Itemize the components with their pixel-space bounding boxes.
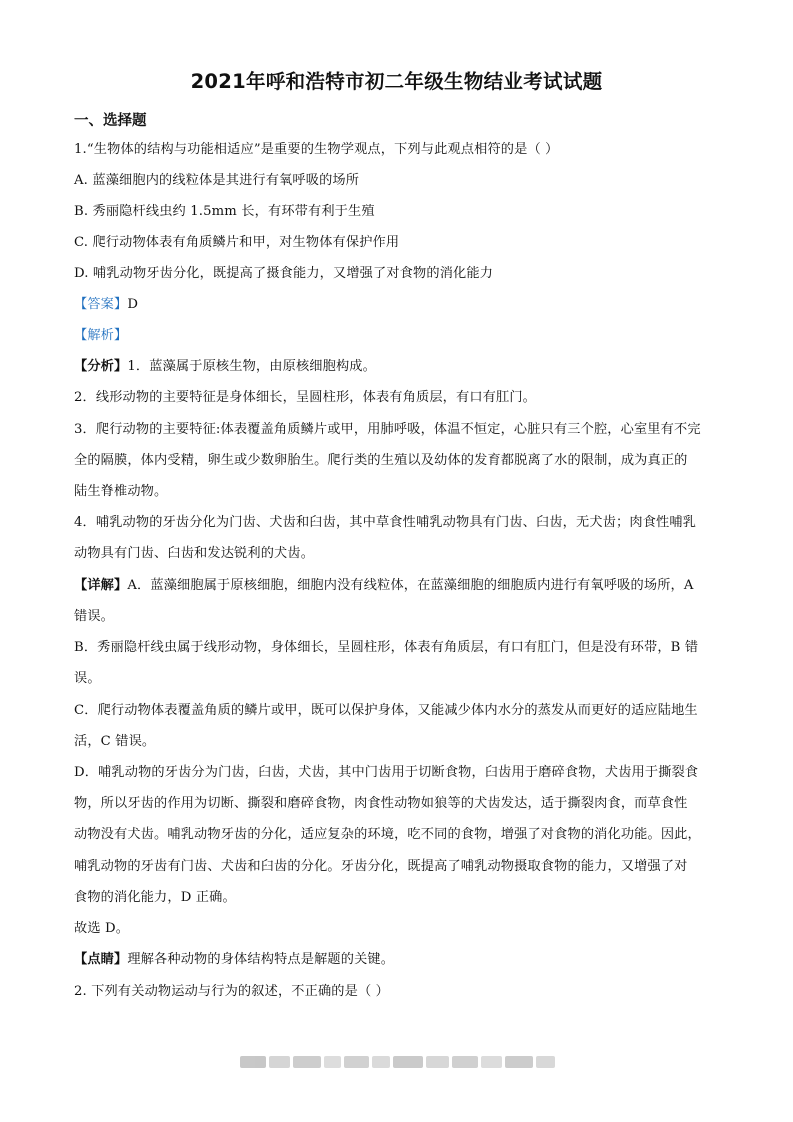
xiangjie-line-c1: C．爬行动物体表覆盖角质的鳞片或甲，既可以保护身体，又能减少体内水分的蒸发从而更好的适应陆地生	[74, 703, 698, 718]
xiangjie-line-d1: D．哺乳动物的牙齿分为门齿，臼齿，犬齿，其中门齿用于切断食物，臼齿用于磨碎食物，犬齿用于撕裂食	[74, 765, 699, 780]
fenxi-line-4a: 4．哺乳动物的牙齿分化为门齿、犬齿和臼齿，其中草食性哺乳动物具有门齿、臼齿，无犬齿；肉食性哺乳	[74, 515, 697, 530]
fenxi-tag: 【分析】	[74, 359, 128, 374]
question-1-stem: 1.“生物体的结构与功能相适应”是重要的生物学观点，下列与此观点相符的是（ ）	[74, 142, 559, 157]
section-heading: 一、选择题	[74, 113, 147, 129]
xiangjie-line-a1	[74, 576, 724, 596]
fenxi-line-3b: 全的隔膜，体内受精，卵生或少数卵胎生。爬行类的生殖以及幼体的发育都脱离了水的限制，成为真正的	[74, 453, 688, 468]
xiangjie-line-b2: 误。	[74, 671, 101, 686]
fenxi-line-3c: 陆生脊椎动物。	[74, 484, 168, 499]
analysis-tag: 【解析】	[74, 328, 128, 343]
xiangjie-tag: 【详解】	[74, 578, 128, 593]
xiangjie-line-b1: B．秀丽隐杆线虫属于线形动物，身体细长，呈圆柱形，体表有角质层，有口有肛门，但是没有环带，B 错	[74, 640, 699, 655]
fenxi-line-4b: 动物具有门齿、臼齿和发达锐利的犬齿。	[74, 546, 315, 561]
question-2-stem: 2. 下列有关动物运动与行为的叙述，不正确的是（ ）	[74, 984, 389, 999]
fenxi-line-2: 2．线形动物的主要特征是身体细长，呈圆柱形，体表有角质层，有口有肛门。	[74, 390, 537, 405]
dianjing-tag: 【点睛】	[74, 952, 128, 967]
xiangjie-line-d2: 物，所以牙齿的作用为切断、撕裂和磨碎食物，肉食性动物如狼等的犬齿发达，适于撕裂肉食，而草食性	[74, 796, 688, 811]
option-b: B. 秀丽隐杆线虫约 1.5mm 长，有环带有利于生殖	[74, 204, 375, 219]
option-c: C. 爬行动物体表有角质鳞片和甲，对生物体有保护作用	[74, 235, 400, 250]
answer-line	[74, 295, 724, 315]
fenxi-line-1	[74, 357, 724, 377]
dianjing-line	[74, 950, 724, 970]
fenxi-line-3a: 3．爬行动物的主要特征:体表覆盖角质鳞片或甲，用肺呼吸，体温不恒定，心脏只有三个腔，心室里有不完	[74, 422, 701, 437]
xiangjie-line-d3: 动物没有犬齿。哺乳动物牙齿的分化，适应复杂的环境，吃不同的食物，增强了对食物的消化功能。因此，	[74, 827, 701, 842]
xiangjie-line-d5: 食物的消化能力，D 正确。	[74, 890, 236, 905]
xiangjie-line-d4: 哺乳动物的牙齿有门齿、犬齿和臼齿的分化。牙齿分化，既提高了哺乳动物摄取食物的能力，又增强了对	[74, 859, 688, 874]
analysis-line	[74, 326, 724, 346]
xiangjie-line-a2: 错误。	[74, 609, 115, 624]
fenxi-text-1: 1．蓝藻属于原核生物，由原核细胞构成。	[127, 359, 376, 374]
conclusion-line: 故选 D。	[74, 921, 130, 936]
dianjing-text: 理解各种动物的身体结构特点是解题的关键。	[127, 952, 395, 967]
page-title: 2021年呼和浩特市初二年级生物结业考试试题	[190, 70, 603, 93]
xiangjie-line-c2: 活，C 错误。	[74, 734, 156, 749]
answer-tag: 【答案】	[74, 297, 128, 312]
option-a: A. 蓝藻细胞内的线粒体是其进行有氧呼吸的场所	[74, 173, 360, 188]
blurred-footer-watermark	[240, 1056, 555, 1068]
answer-value: D	[127, 297, 139, 312]
option-d: D. 哺乳动物牙齿分化，既提高了摄食能力，又增强了对食物的消化能力	[74, 266, 494, 281]
xiangjie-text-a1: A．蓝藻细胞属于原核细胞，细胞内没有线粒体，在蓝藻细胞的细胞质内进行有氧呼吸的场所，A	[127, 578, 694, 593]
